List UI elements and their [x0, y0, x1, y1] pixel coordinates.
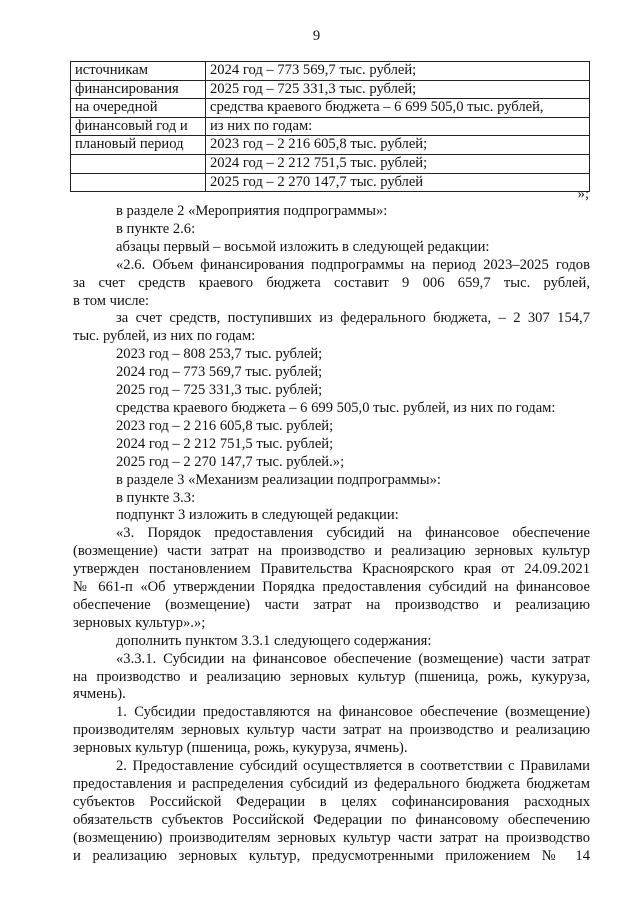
- table-label-cell: плановый период: [71, 136, 206, 155]
- table-value-cell: средства краевого бюджета – 6 699 505,0 тыс. рублей,: [206, 99, 590, 118]
- text-line: «2.6. Объем финансирования подпрограммы на период 2023–2025 годов: [116, 256, 590, 273]
- text-line: производителям зерновых культур части затрат на производство и реализацию: [73, 722, 590, 739]
- text-line: средства краевого бюджета – 6 699 505,0 тыс. рублей, из них по годам:: [116, 399, 556, 416]
- table-value-cell: 2025 год – 2 270 147,7 тыс. рублей: [206, 173, 590, 192]
- table-label-cell: финансирования: [71, 80, 206, 99]
- text-line: в пункте 3.3:: [116, 489, 196, 506]
- page-number: 9: [312, 28, 321, 44]
- table-label-cell: [71, 173, 206, 192]
- table-value-cell: 2024 год – 2 212 751,5 тыс. рублей;: [206, 154, 590, 173]
- text-line: «3.3.1. Субсидии на финансовое обеспечение (возмещение) части затрат: [116, 650, 590, 667]
- table-label-cell: на очередной: [71, 99, 206, 118]
- text-line: зерновых культур (пшеница, рожь, кукуруза, ячмень).: [73, 740, 408, 757]
- table-row: [71, 62, 590, 81]
- table-row: [71, 136, 590, 155]
- table-value-cell: 2024 год – 773 569,7 тыс. рублей;: [206, 62, 590, 81]
- funding-sources-table: [70, 61, 590, 192]
- text-line: подпункт 3 изложить в следующей редакции:: [116, 507, 399, 524]
- text-line: 2024 год – 2 212 751,5 тыс. рублей;: [116, 435, 334, 452]
- text-line: 2025 год – 2 270 147,7 тыс. рублей.»;: [116, 453, 345, 470]
- text-line: в том числе:: [73, 292, 150, 309]
- table-row: [71, 117, 590, 136]
- text-line: в пункте 2.6:: [116, 220, 196, 237]
- text-line: за счет средств, поступивших из федерального бюджета, – 2 307 154,7: [116, 310, 590, 327]
- text-line: (возмещению) производителям зерновых культур части затрат на производство: [73, 829, 590, 846]
- table-value-cell: 2025 год – 725 331,3 тыс. рублей;: [206, 80, 590, 99]
- table-row: [71, 99, 590, 118]
- text-line: (возмещение) части затрат на производство и реализацию зерновых культур: [73, 543, 590, 560]
- table-row: [71, 154, 590, 173]
- text-line: в разделе 2 «Мероприятия подпрограммы»:: [116, 203, 388, 219]
- table-row: [71, 173, 590, 192]
- table-value-cell: из них по годам:: [206, 117, 590, 136]
- text-line: дополнить пунктом 3.3.1 следующего содержания:: [116, 632, 432, 649]
- text-line: 2. Предоставление субсидий осуществляется в соответствии с Правилами: [116, 758, 590, 775]
- table-row: [71, 80, 590, 99]
- text-line: 2023 год – 2 216 605,8 тыс. рублей;: [116, 417, 334, 434]
- text-line: субъектов Российской Федерации в целях софинансирования расходных: [73, 793, 590, 810]
- text-line: утвержден постановлением Правительства Красноярского края от 24.09.2021: [73, 561, 590, 578]
- text-line: в разделе 3 «Механизм реализации подпрограммы»:: [116, 471, 441, 488]
- text-line: зерновых культур».»;: [73, 614, 206, 631]
- table-value-cell: 2023 год – 2 216 605,8 тыс. рублей;: [206, 136, 590, 155]
- text-line: ячмень).: [73, 686, 126, 703]
- text-line: «3. Порядок предоставления субсидий на финансовое обеспечение: [116, 525, 590, 542]
- text-line: 2024 год – 773 569,7 тыс. рублей;: [116, 364, 323, 381]
- text-line: № 661-п «Об утверждении Порядка предоставления субсидий на финансовое: [73, 579, 590, 596]
- text-line: 1. Субсидии предоставляются на финансовое обеспечение (возмещение): [116, 704, 590, 721]
- text-line: обязательств субъектов Российской Федерации по финансовому обеспечению: [73, 811, 590, 828]
- table-label-cell: источникам: [71, 62, 206, 81]
- text-line: обеспечение (возмещение) части затрат на производство и реализацию: [73, 596, 590, 613]
- table-label-cell: финансовый год и: [71, 117, 206, 136]
- table-label-cell: [71, 154, 206, 173]
- text-line: абзацы первый – восьмой изложить в следующей редакции:: [116, 238, 490, 255]
- text-line: 2025 год – 725 331,3 тыс. рублей;: [116, 382, 323, 399]
- text-line: за счет средств краевого бюджета составит 9 006 659,7 тыс. рублей,: [73, 274, 590, 291]
- closing-quote: »;: [577, 186, 589, 202]
- text-line: предоставления и распределения субсидий из федерального бюджета бюджетам: [73, 776, 590, 792]
- text-line: 2023 год – 808 253,7 тыс. рублей;: [116, 346, 323, 363]
- text-line: на производство и реализацию зерновых культур (пшеница, рожь, кукуруза,: [73, 668, 590, 685]
- body-text: [73, 203, 590, 866]
- text-line: и реализацию зерновых культур, предусмотренными приложением № 14: [73, 847, 590, 864]
- text-line: тыс. рублей, из них по годам:: [73, 328, 256, 345]
